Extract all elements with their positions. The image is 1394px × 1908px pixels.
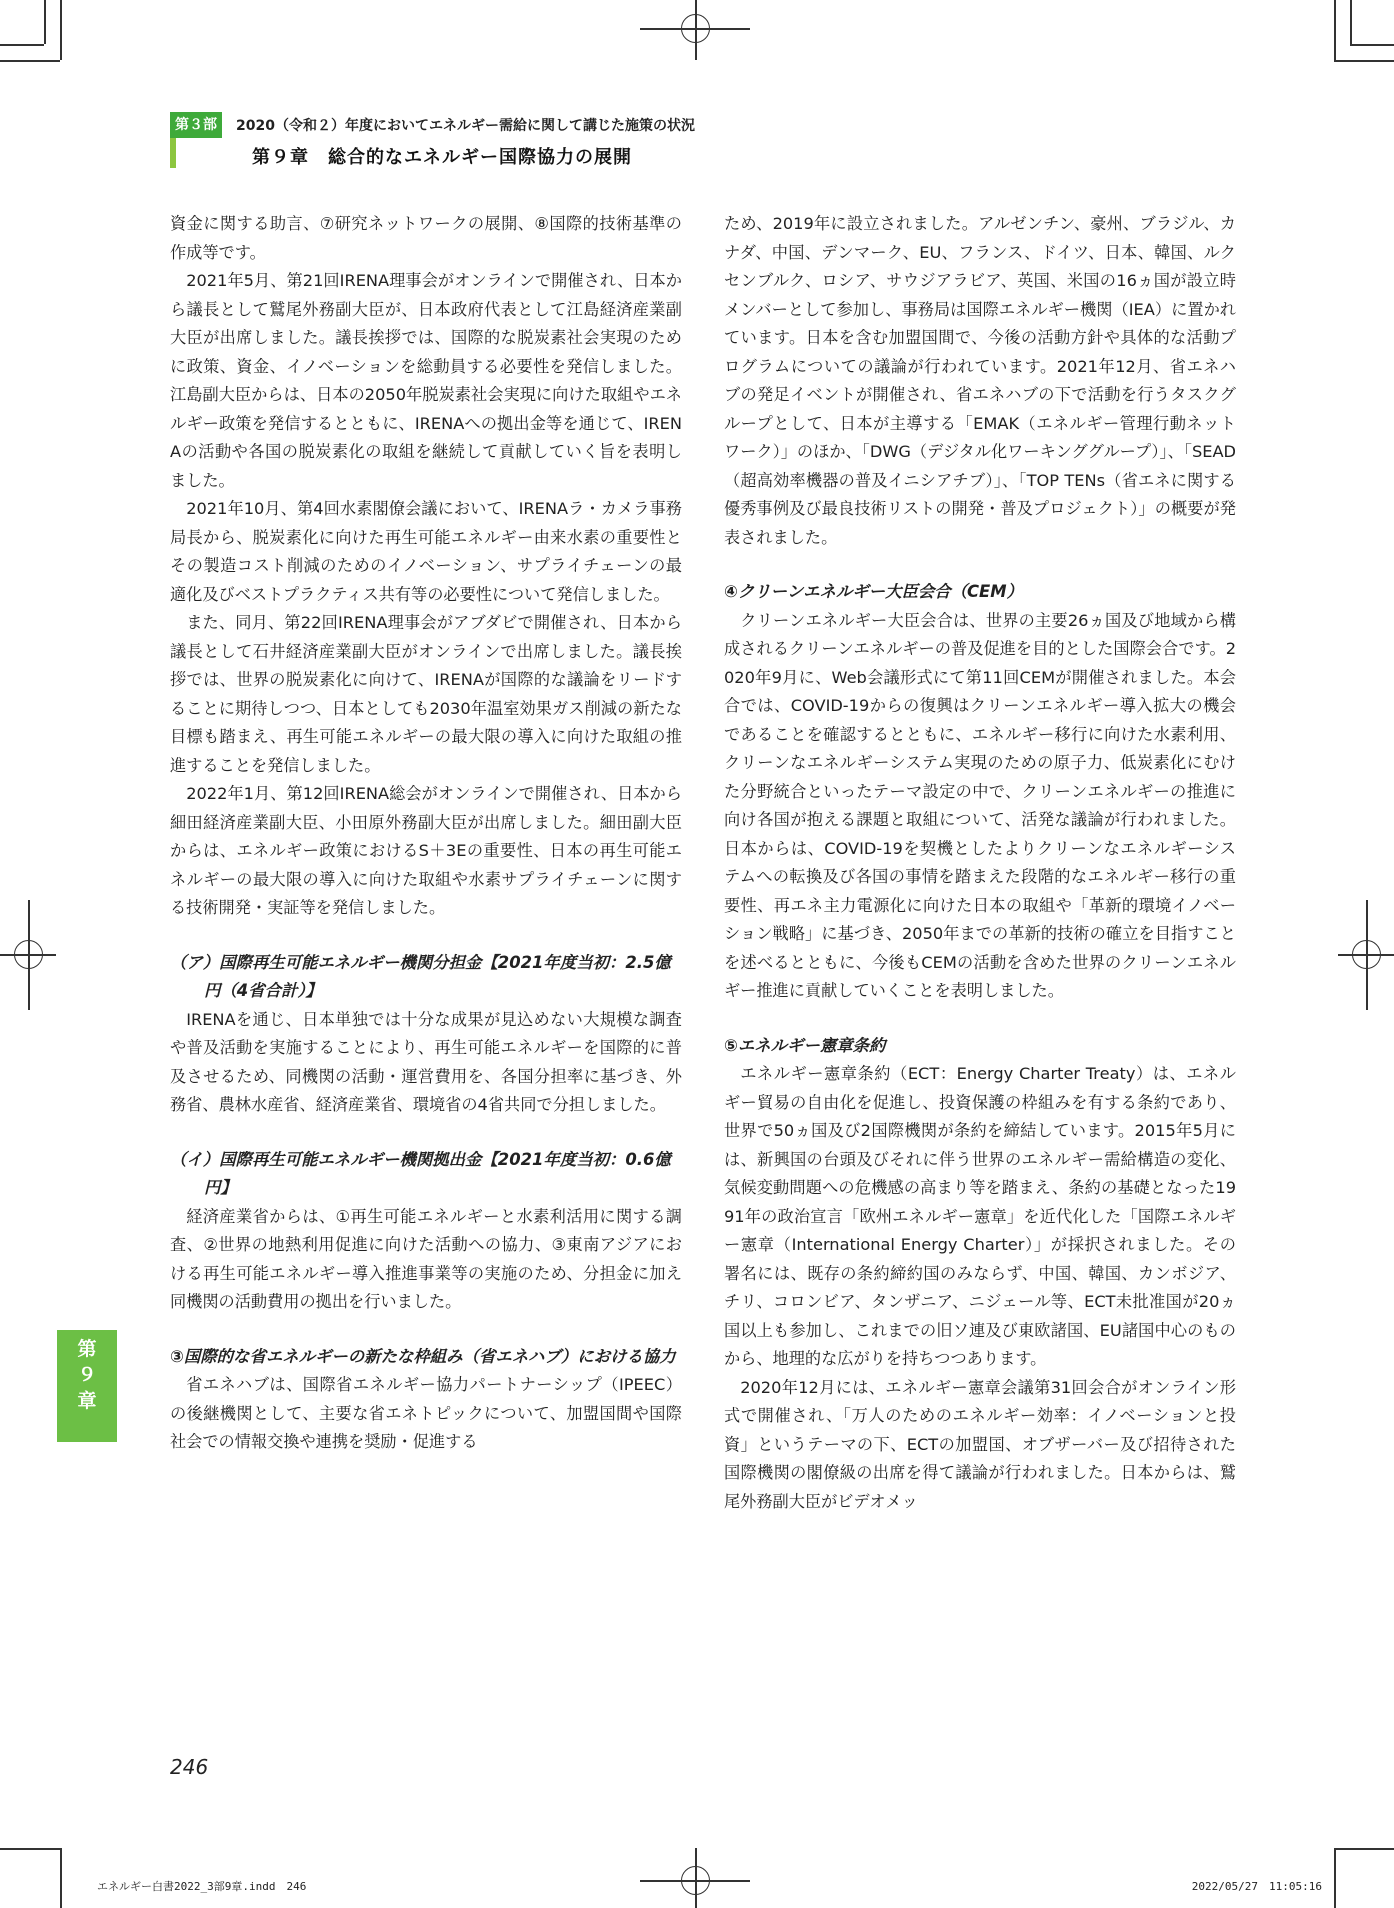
footer-timestamp: 2022/05/27 11:05:16 <box>1191 1880 1322 1893</box>
section-heading: ④クリーンエネルギー大臣会合（CEM） <box>724 582 1023 601</box>
crop-mark <box>60 0 62 60</box>
crop-mark <box>44 0 46 44</box>
paragraph: 2022年1月、第12回IRENA総会がオンラインで開催され、日本から細田経済産業副大臣、小田原外務副大臣が出席しました。細田副大臣からは、エネルギー政策におけるS＋3Eの重要性、日本の再生可能エネルギーの最大限の導入に向けた取組や水素サプライチェーンに関する技術開発・実証等を発信しました。 <box>170 784 682 917</box>
paragraph: クリーンエネルギー大臣会合は、世界の主要26ヵ国及び地域から構成されるクリーンエネルギーの普及促進を目的とした国際会合です。2020年9月に、Web会議形式にて第11回CEMが開催されました。本会合では、COVID-19からの復興はクリーンエネルギー導入拡大の機会であることを確認するとともに、エネルギー移行に向けた水素利用、クリーンなエネルギーシステム実現のための原子力、低炭素化にむけた分野統合といったテーマ設定の中で、クリーンエネルギーの推進に向け各国が抱える課題と取組について、活発な議論が行われました。日本からは、COVID-19を契機としたよりクリーンなエネルギーシステムへの転換及び各国の事情を踏まえた段階的なエネルギー移行の重要性、再エネ主力電源化に向けた日本の取組や「革新的環境イノベーション戦略」に基づき、2050年までの革新的技術の確立を目指すことを述べるとともに、今後もCEMの活動を含めた世界のクリーンエネルギー推進に貢献していくことを表明しました。 <box>724 610 1236 1000</box>
paragraph: 資金に関する助言、⑦研究ネットワークの展開、⑧国際的技術基準の作成等です。 <box>170 214 682 262</box>
paragraph: 2021年5月、第21回IRENA理事会がオンラインで開催され、日本から議長として鷲尾外務副大臣が、日本政府代表として江島経済産業副大臣が出席しました。議長挨拶では、国際的な脱炭素社会実現のために政策、資金、イノベーションを総動員する必要性を発信しました。江島副大臣からは、日本の2050年脱炭素社会実現に向けた取組やエネルギー政策を発信するとともに、IRENAへの拠出金等を通じて、IRENAの活動や各国の脱炭素化の取組を継続して貢献していく旨を表明しました。 <box>170 271 682 490</box>
paragraph: IRENAを通じ、日本単独では十分な成果が見込めない大規模な調査や普及活動を実施することにより、再生可能エネルギーを国際的に普及させるため、同機関の活動・運営費用を、各国分担率に基づき、外務省、農林水産省、経済産業省、環境省の4省共同で分担しました。 <box>170 1009 682 1114</box>
paragraph: ため、2019年に設立されました。アルゼンチン、豪州、ブラジル、カナダ、中国、デンマーク、EU、フランス、ドイツ、日本、韓国、ルクセンブルク、ロシア、サウジアラビア、英国、米国の16ヵ国が設立時メンバーとして参加し、事務局は国際エネルギー機関（IEA）に置かれています。日本を含む加盟国間で、今後の活動方針や具体的な活動プログラムについての議論が行われています。2021年12月、省エネハブの発足イベントが開催され、省エネハブの下で活動を行うタスクグループとして、日本が主導する「EMAK（エネルギー管理行動ネットワーク）」のほか、「DWG（デジタル化ワーキンググループ）」、「SEAD（超高効率機器の普及イニシアチブ）」、「TOP TENs（省エネに関する優秀事例及び最良技術リストの開発・普及プロジェクト）」の概要が発表されました。 <box>724 214 1236 547</box>
crop-mark <box>1334 0 1336 60</box>
crop-mark <box>0 44 44 46</box>
registration-circle <box>681 14 710 43</box>
section-heading: （ア）国際再生可能エネルギー機関分担金【2021年度当初：2.5億円（4省合計）】 <box>170 952 671 1000</box>
paragraph: 2021年10月、第4回水素閣僚会議において、IRENAラ・カメラ事務局長から、脱炭素化に向けた再生可能エネルギー由来水素の重要性とその製造コスト削減のためのイノベーション、サプライチェーンの最適化及びベストプラクティス共有等の必要性について発信しました。 <box>170 499 682 604</box>
footer-filename: エネルギー白書2022_3部9章.indd 246 <box>97 1880 307 1893</box>
page-number: 246 <box>170 1755 209 1779</box>
section-heading: （イ）国際再生可能エネルギー機関拠出金【2021年度当初：0.6億円】 <box>170 1149 671 1197</box>
paragraph: 経済産業省からは、①再生可能エネルギーと水素利活用に関する調査、②世界の地熱利用促進に向けた活動への協力、③東南アジアにおける再生可能エネルギー導入推進事業等の実施のため、分担金に加え同機関の活動費用の拠出を行いました。 <box>170 1206 682 1311</box>
crop-mark <box>1334 1848 1336 1908</box>
paragraph: また、同月、第22回IRENA理事会がアブダビで開催され、日本から議長として石井経済産業副大臣がオンラインで出席しました。議長挨拶では、世界の脱炭素化に向けて、IRENAが国際的な議論をリードすることに期待しつつ、日本としても2030年温室効果ガス削減の新たな目標も踏まえ、再生可能エネルギーの最大限の導入に向けた取組の推進することを発信しました。 <box>170 613 682 775</box>
crop-mark <box>0 60 60 62</box>
paragraph: エネルギー憲章条約（ECT：Energy Charter Treaty）は、エネルギー貿易の自由化を促進し、投資保護の枠組みを有する条約であり、世界で50ヵ国及び2国際機関が条約を締結しています。2015年5月には、新興国の台頭及びそれに伴う世界のエネルギー需給構造の変化、気候変動問題への危機感の高まり等を踏まえ、条約の基礎となった1991年の政治宣言「欧州エネルギー憲章」を近代化した「国際エネルギー憲章（International Energy Charter）」が採択されました。その署名には、既存の条約締約国のみならず、中国、韓国、カンボジア、チリ、コロンビア、タンザニア、ニジェール等、ECT未批准国が20ヵ国以上も参加し、これまでの旧ソ連及び東欧諸国、EU諸国中心のものから、地理的な広がりを持ちつつあります。 <box>724 1064 1236 1368</box>
right-column <box>724 210 1236 1516</box>
side-tab-line: 章 <box>77 1390 97 1412</box>
part-label: 第３部 <box>170 112 222 138</box>
section-heading: ③国際的な省エネルギーの新たな枠組み（省エネハブ）における協力 <box>170 1346 676 1366</box>
part-title: 2020（令和２）年度においてエネルギー需給に関して講じた施策の状況 <box>236 118 695 134</box>
crop-mark <box>1350 44 1394 46</box>
section-heading: ⑤エネルギー憲章条約 <box>724 1035 886 1055</box>
registration-circle <box>14 940 43 969</box>
registration-circle <box>681 1866 710 1895</box>
registration-circle <box>1352 940 1381 969</box>
paragraph: 2020年12月には、エネルギー憲章会議第31回会合がオンライン形式で開催され、「万人のためのエネルギー効率：イノベーションと投資」というテーマの下、ECTの加盟国、オブザーバー及び招待された国際機関の閣僚級の出席を得て議論が行われました。日本からは、鷲尾外務副大臣がビデオメッ <box>724 1377 1236 1511</box>
crop-mark <box>1334 1848 1394 1850</box>
chapter-title: 第９章 総合的なエネルギー国際協力の展開 <box>252 147 632 168</box>
chapter-side-tab <box>57 1330 117 1442</box>
left-column <box>170 210 682 1457</box>
paragraph: 省エネハブは、国際省エネルギー協力パートナーシップ（IPEEC）の後継機関として、主要な省エネトピックについて、加盟国間や国際社会での情報交換や連携を奨励・促進する <box>170 1375 682 1451</box>
side-tab-line: 第 <box>77 1338 97 1360</box>
crop-mark <box>1350 0 1352 44</box>
crop-mark <box>1334 60 1394 62</box>
side-tab-line: ９ <box>77 1364 97 1386</box>
crop-mark <box>0 1848 60 1850</box>
crop-mark <box>60 1848 62 1908</box>
